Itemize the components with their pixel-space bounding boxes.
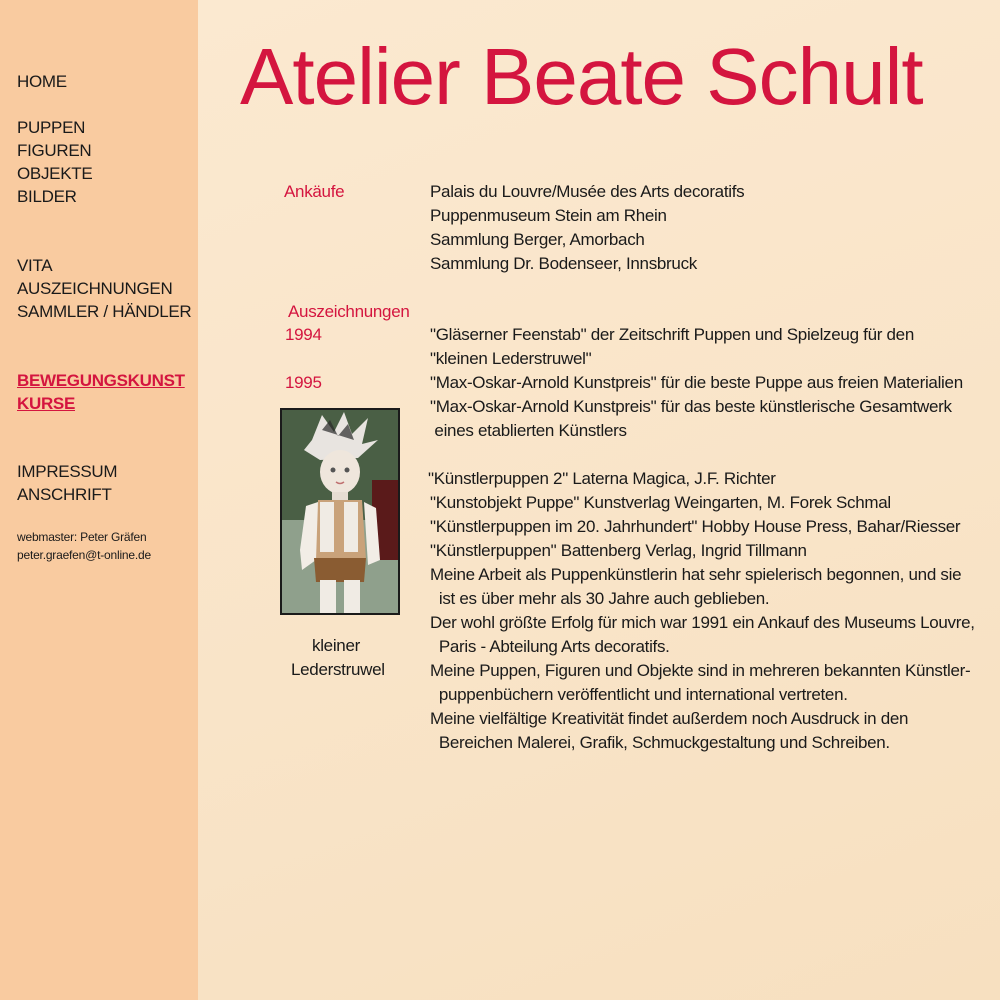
award-year-1995: 1995 <box>285 373 322 392</box>
award-line: eines etablierten Künstlers <box>430 421 627 440</box>
webmaster-email-link[interactable]: peter.graefen@t-online.de <box>17 548 151 562</box>
site-title: Atelier Beate Schult <box>240 32 923 121</box>
nav-auszeichnungen[interactable]: AUSZEICHNUNGEN <box>17 279 173 298</box>
statement-line: puppenbüchern veröffentlicht und international vertreten. <box>430 685 848 704</box>
statement-line: Meine Arbeit als Puppenkünstlerin hat sehr spielerisch begonnen, und sie <box>430 565 962 584</box>
statement-line: Meine vielfältige Kreativität findet außerdem noch Ausdruck in den <box>430 709 909 728</box>
nav-bewegungskunst[interactable]: BEWEGUNGSKUNST <box>17 371 185 390</box>
ankauf-item: Palais du Louvre/Musée des Arts decoratifs <box>430 182 745 201</box>
publication-item: "Künstlerpuppen" Battenberg Verlag, Ingrid Tillmann <box>430 541 807 560</box>
ankauf-item: Sammlung Dr. Bodenseer, Innsbruck <box>430 254 697 273</box>
auszeichnungen-heading: Auszeichnungen <box>288 302 410 321</box>
award-line: "kleinen Lederstruwel" <box>430 349 592 368</box>
statement-line: Meine Puppen, Figuren und Objekte sind in mehreren bekannten Künstler- <box>430 661 971 680</box>
nav-anschrift[interactable]: ANSCHRIFT <box>17 485 112 504</box>
webmaster-label: webmaster: Peter Gräfen <box>17 530 147 544</box>
award-year-1994: 1994 <box>285 325 322 344</box>
nav-objekte[interactable]: OBJEKTE <box>17 164 93 183</box>
statement-line: ist es über mehr als 30 Jahre auch geblieben. <box>430 589 770 608</box>
statement-line: Bereichen Malerei, Grafik, Schmuckgestaltung und Schreiben. <box>430 733 890 752</box>
award-line: "Gläserner Feenstab" der Zeitschrift Puppen und Spielzeug für den <box>430 325 914 344</box>
doll-illustration <box>282 410 398 613</box>
publication-item: "Kunstobjekt Puppe" Kunstverlag Weingarten, M. Forek Schmal <box>430 493 891 512</box>
nav-puppen[interactable]: PUPPEN <box>17 118 86 137</box>
nav-sammler-haendler[interactable]: SAMMLER / HÄNDLER <box>17 302 192 321</box>
nav-impressum[interactable]: IMPRESSUM <box>17 462 118 481</box>
photo-caption: Lederstruwel <box>291 660 385 679</box>
nav-figuren[interactable]: FIGUREN <box>17 141 92 160</box>
publication-item: "Künstlerpuppen 2" Laterna Magica, J.F. Richter <box>428 469 776 488</box>
statement-line: Der wohl größte Erfolg für mich war 1991 ein Ankauf des Museums Louvre, <box>430 613 975 632</box>
award-line: "Max-Oskar-Arnold Kunstpreis" für die beste Puppe aus freien Materialien <box>430 373 963 392</box>
photo-caption: kleiner <box>312 636 360 655</box>
sidebar <box>0 0 198 1000</box>
nav-home[interactable]: HOME <box>17 72 67 91</box>
ankaeufe-heading: Ankäufe <box>284 182 345 201</box>
doll-photo <box>280 408 400 615</box>
award-line: "Max-Oskar-Arnold Kunstpreis" für das beste künstlerische Gesamtwerk <box>430 397 952 416</box>
nav-bilder[interactable]: BILDER <box>17 187 77 206</box>
nav-kurse[interactable]: KURSE <box>17 394 76 413</box>
publication-item: "Künstlerpuppen im 20. Jahrhundert" Hobby House Press, Bahar/Riesser <box>430 517 961 536</box>
statement-line: Paris - Abteilung Arts decoratifs. <box>430 637 670 656</box>
ankauf-item: Puppenmuseum Stein am Rhein <box>430 206 667 225</box>
ankauf-item: Sammlung Berger, Amorbach <box>430 230 645 249</box>
nav-vita[interactable]: VITA <box>17 256 53 275</box>
